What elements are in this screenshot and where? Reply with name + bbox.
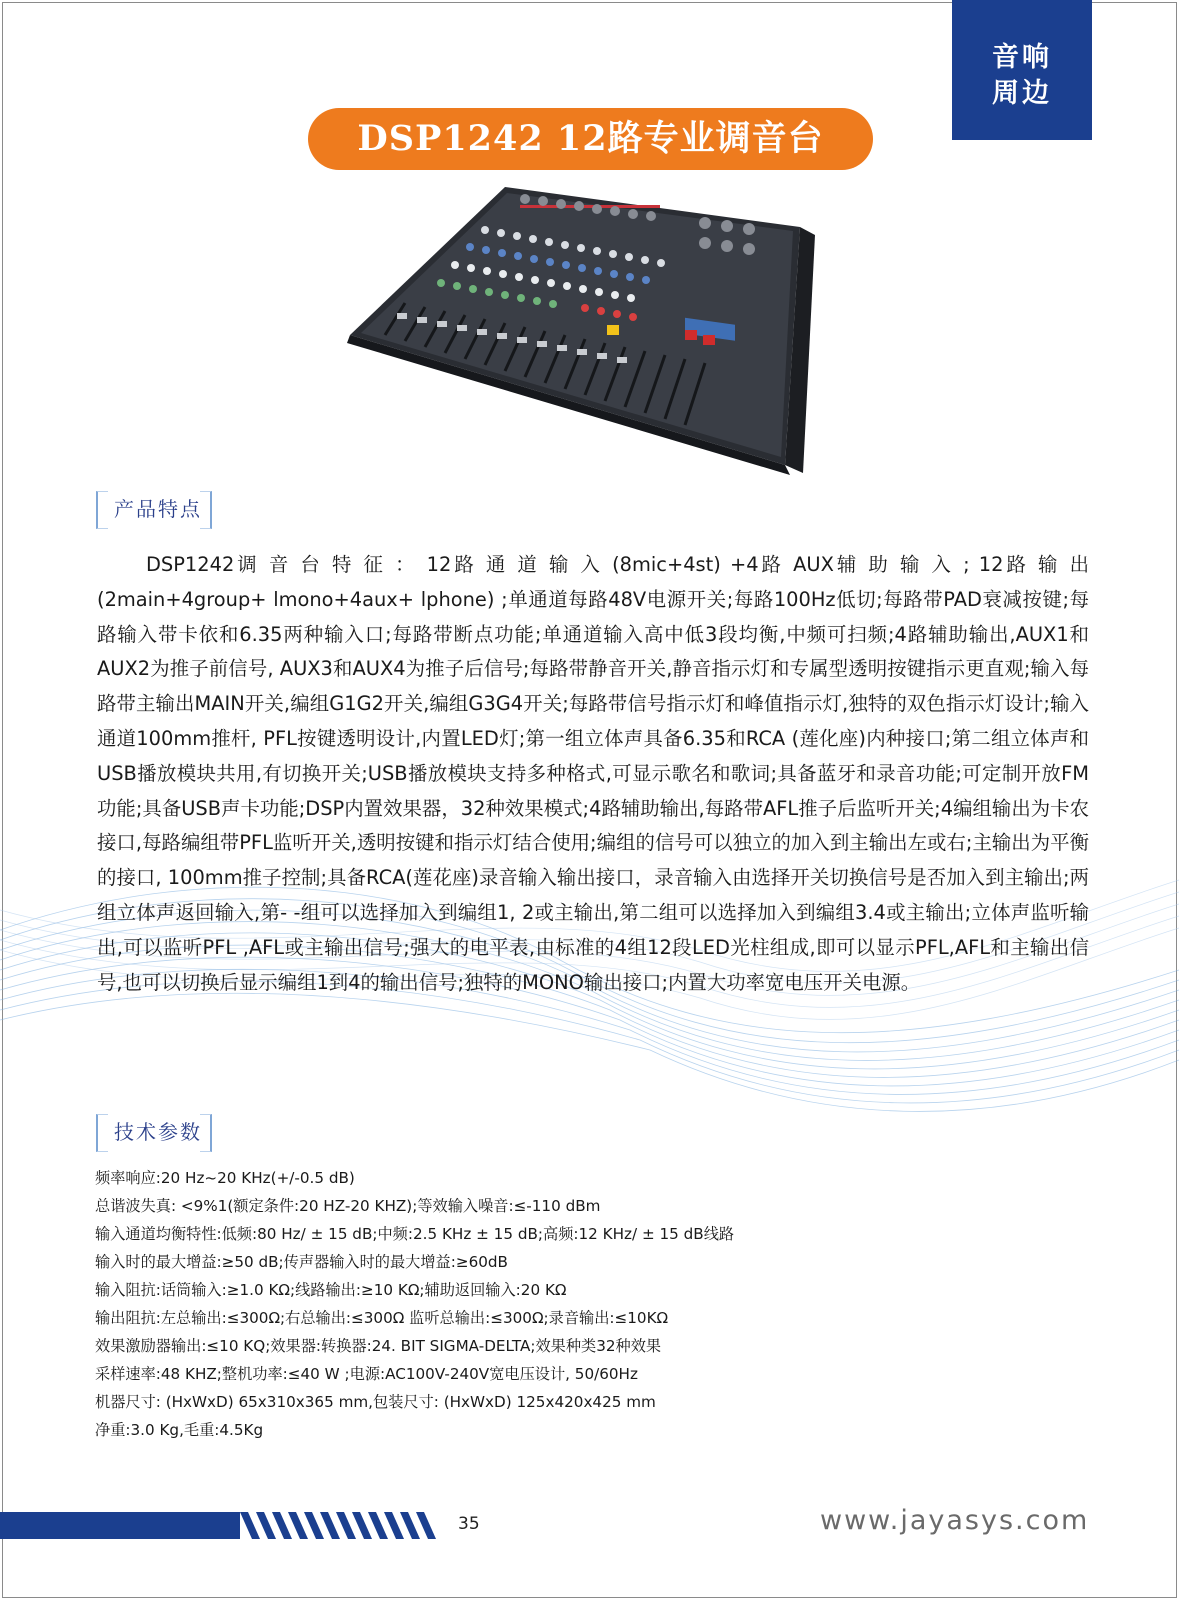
spec-row: 净重:3.0 Kg,毛重:4.5Kg [95,1421,264,1439]
bracket-left [96,1114,108,1152]
spec-row: 总谐波失真: <9%1(额定条件:20 HZ-20 KHZ);等效输入噪音:≤-110 dBm [95,1197,601,1215]
footer-bar [0,1512,240,1539]
page-number: 35 [458,1514,480,1534]
spec-row: 输入阻抗:话筒输入:≥1.0 KΩ;线路输出:≥10 KΩ;辅助返回输入:20 KΩ [95,1281,567,1299]
spec-row: 效果激励器输出:≤10 KQ;效果器:转换器:24. BIT SIGMA-DELTA;效果种类32种效果 [95,1337,662,1355]
spec-row: 输入通道均衡特性:低频:80 Hz/ ± 15 dB;中频:2.5 KHz ± 15 dB;高频:12 KHz/ ± 15 dB线路 [95,1225,735,1243]
mixer-console-illustration [345,185,825,480]
footer-stripes [240,1512,436,1539]
specs-section-label [96,1117,212,1149]
category-line-2: 周边 [992,78,1052,109]
specs-label-text: 技术参数 [114,1120,202,1144]
category-line-1: 音响 [992,42,1052,73]
spec-row: 采样速率:48 KHZ;整机功率:≤40 W ;电源:AC100V-240V宽电压设计, 50/60Hz [95,1365,638,1383]
features-paragraph: DSP1242调 音 台 特 征 ： 12路 通 道 输 入 (8mic+4st) +4路 AUX辅 助 输 入 ; 12路 输 出 (2main+4group+ lmono+4aux+ lphone) ;单通道每路48V电源开关;每路100Hz低切;每路带PAD衰减按键;每路输入带卡依和6.35两种输入口;每路带断点功能;单通道输入高中低3段均衡,中频可扫频;4路辅助输出,AUX1和AUX2为推子前信号, AUX3和AUX4为推子后信号;每路带静音开关,静音指示灯和专属型透明按键指示更直观;输入每路带主输出MAIN开关,编组G1G2开关,编组G3G4开关;每路带信号指示灯和峰值指示灯,独特的双色指示灯设计;输入通道100mm推杆, PFL按键透明设计,内置LED灯;第一组立体声具备6.35和RCA (莲化座)内种接口;第二组立体声和USB播放模块共用,有切换开关;USB播放模块支持多种格式,可显示歌名和歌词;具备蓝牙和录音功能;可定制开放FM功能;具备USB声卡功能;DSP内置效果器，32种效果模式;4路辅助输出,每路带AFL推子后监听开关;4编组输出为卡农接口,每路编组带PFL监听开关,透明按键和指示灯结合使用;编组的信号可以独立的加入到主输出左或右;主输出为平衡的接口, 100mm推子控制;具备RCA(莲花座)录音输入输出接口，录音输入由选择开关切换信号是否加入到主输出;两组立体声返回输入,第- -组可以选择加入到编组1, 2或主输出,第二组可以选择加入到编组3.4或主输出;立体声监听输出,可以监听PFL ,AFL或主输出信号;强大的电平表,由标准的4组12段LED光柱组成,即可以显示PFL,AFL和主输出信号,也可以切换后显示编组1到4的输出信号;独特的MONO输出接口;内置大功率宽电压开关电源。 [97,553,1089,994]
bracket-left [96,491,108,529]
website-url: www.jayasys.com [820,1505,1090,1536]
category-tab [952,0,1092,140]
spec-row: 频率响应:20 Hz~20 KHz(+/-0.5 dB) [95,1169,355,1187]
bracket-right [200,491,212,529]
product-title: DSP1242 12路专业调音台 [308,108,873,170]
spec-row: 输入时的最大增益:≥50 dB;传声器输入时的最大增益:≥60dB [95,1253,508,1271]
spec-row: 输出阻抗:左总输出:≤300Ω;右总输出:≤300Ω 监听总输出:≤300Ω;录音输出:≤10KΩ [95,1309,669,1327]
bracket-right [200,1114,212,1152]
specs-list [95,1164,995,1444]
features-section-label [96,494,212,526]
spec-row: 机器尺寸: (HxWxD) 65x310x365 mm,包装尺寸: (HxWxD) 125x420x425 mm [95,1393,656,1411]
features-label-text: 产品特点 [114,497,202,521]
